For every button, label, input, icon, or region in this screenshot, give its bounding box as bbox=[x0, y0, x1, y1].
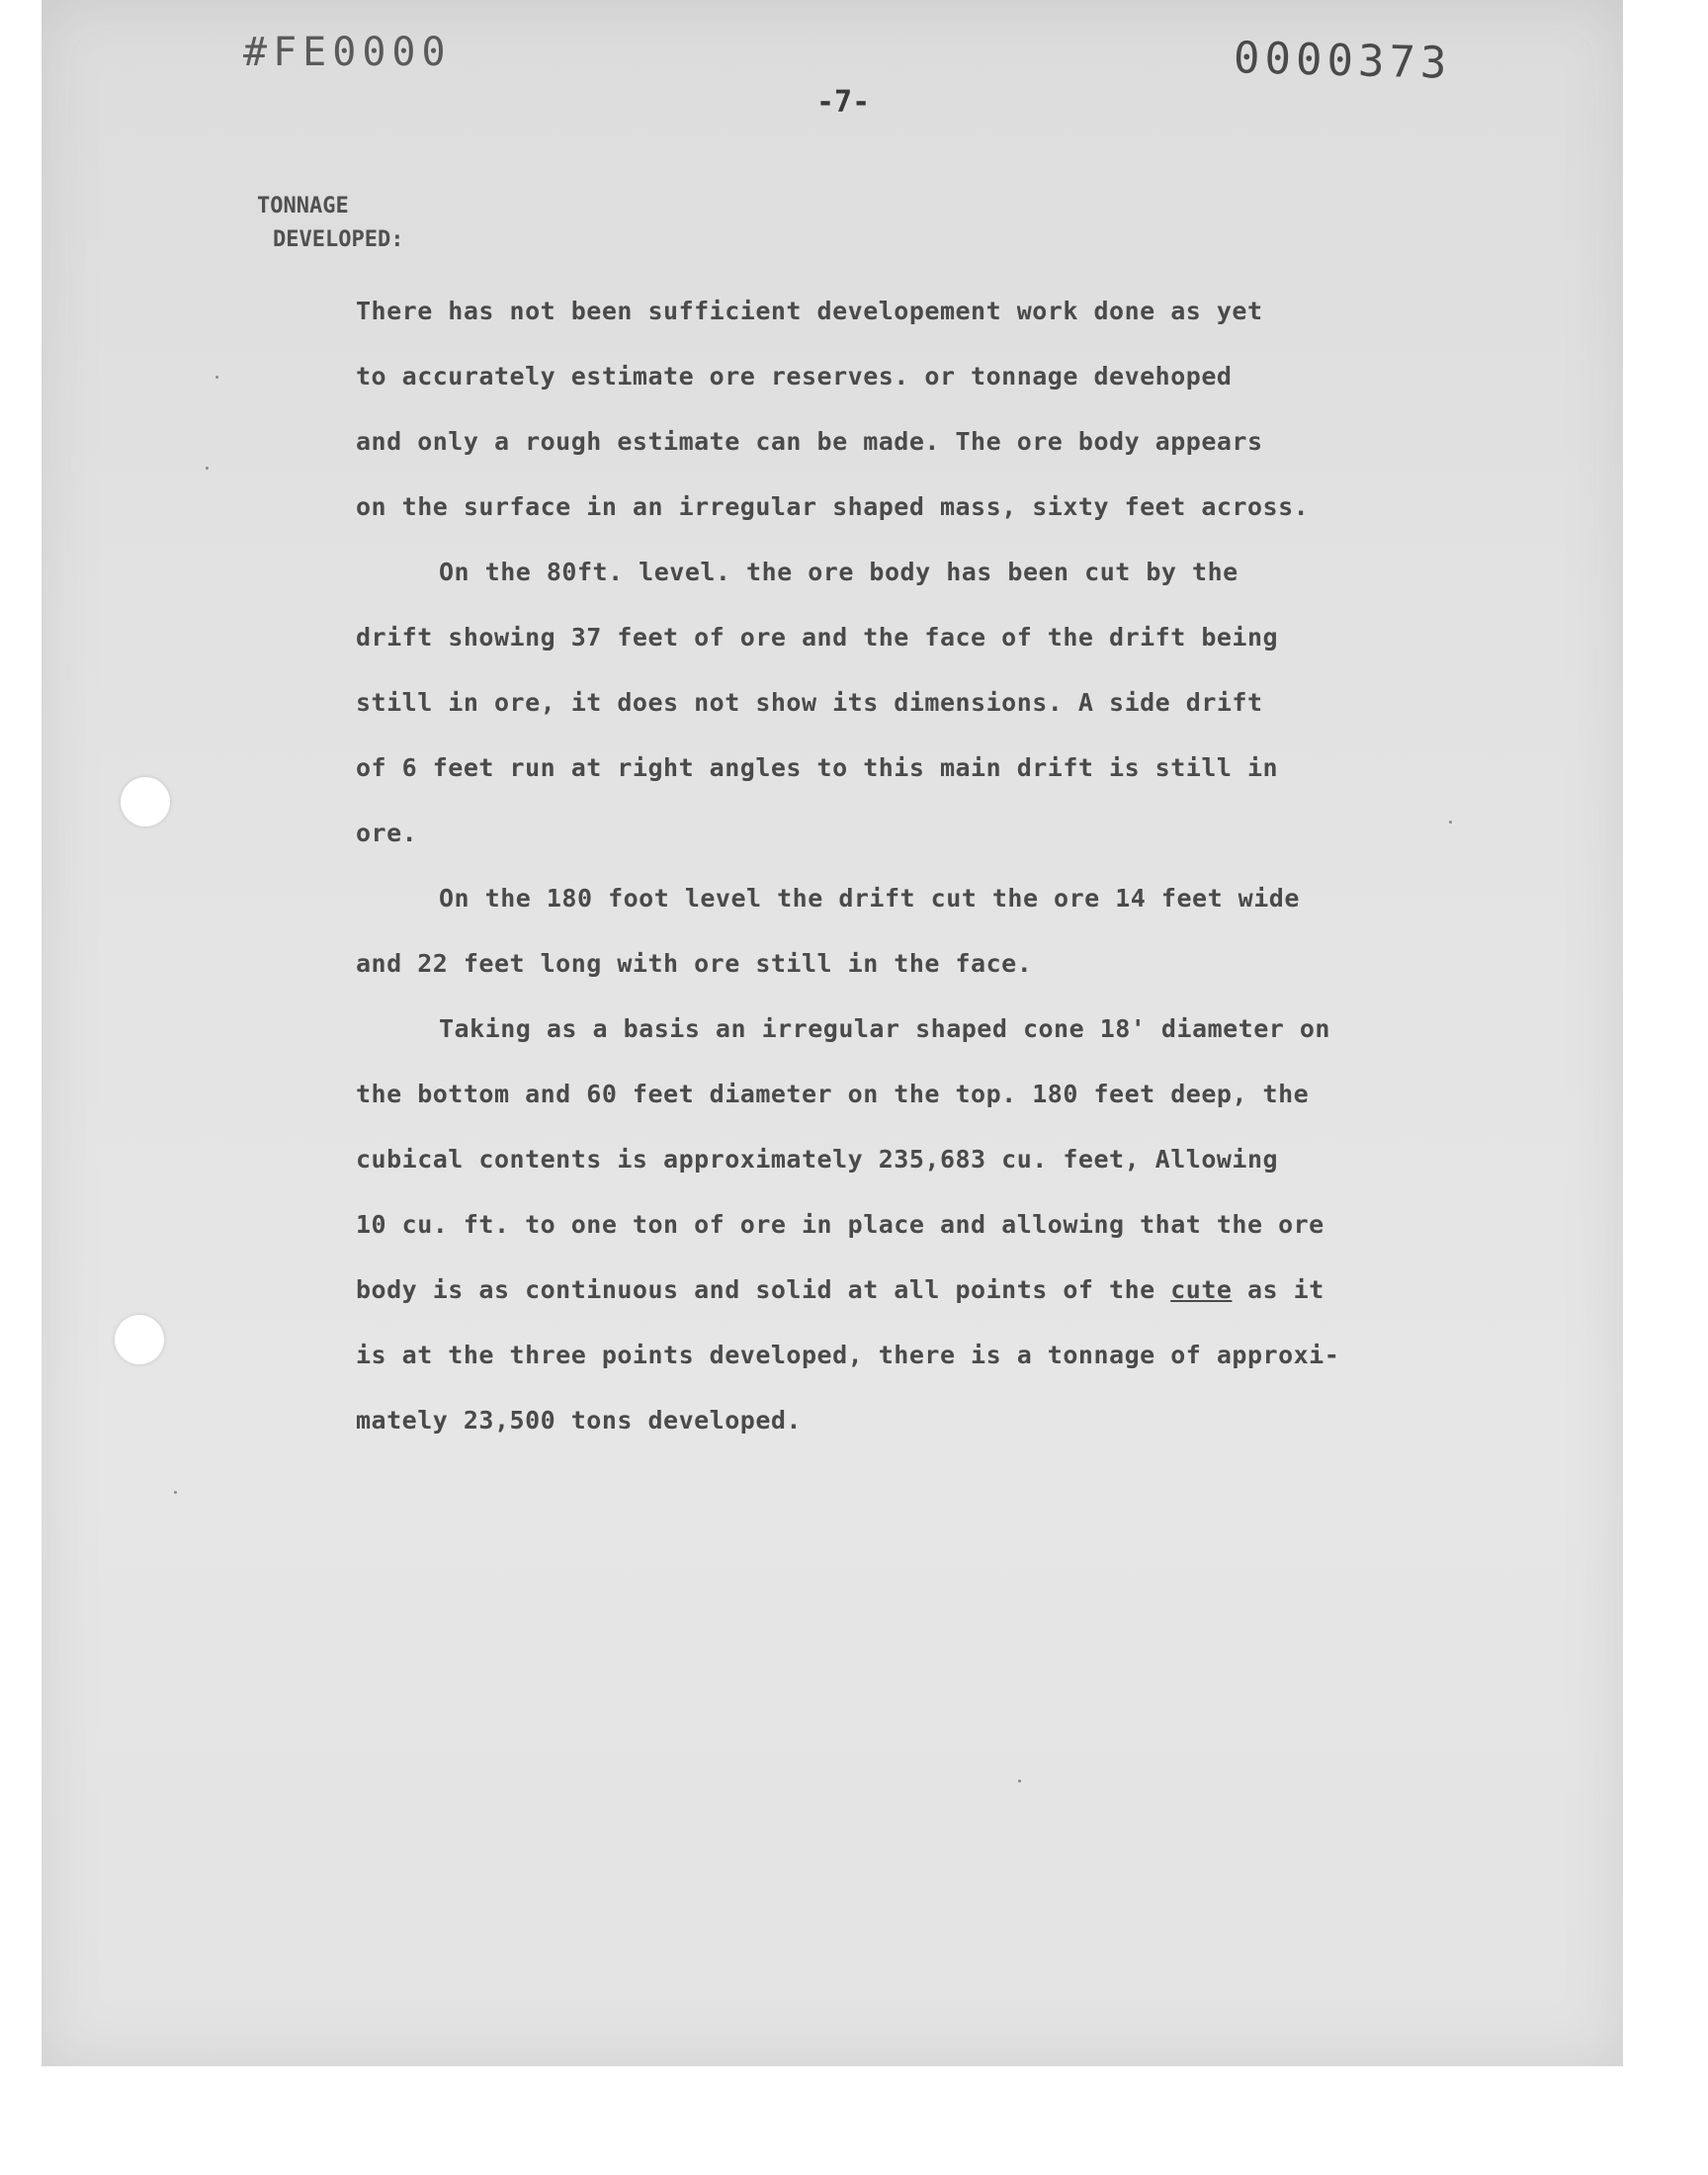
text-line: cubical contents is approximately 235,683 cu. feet, Allowing bbox=[356, 1145, 1279, 1174]
text-line: mately 23,500 tons developed. bbox=[356, 1406, 802, 1435]
paragraph-2 bbox=[356, 540, 1404, 866]
text-line: to accurately estimate ore reserves. or tonnage devehoped bbox=[356, 362, 1233, 391]
body-text bbox=[356, 279, 1404, 1453]
page-number: -7- bbox=[816, 85, 871, 120]
text-line: On the 180 foot level the drift cut the ore 14 feet wide bbox=[439, 884, 1300, 913]
text-line-with-underline bbox=[356, 1258, 1404, 1323]
text-line: There has not been sufficient developement work done as yet bbox=[356, 297, 1263, 325]
document-id-stamp-left: #FE0000 bbox=[243, 30, 452, 75]
text-line: On the 80ft. level. the ore body has been cut by the bbox=[439, 558, 1238, 586]
punch-hole bbox=[115, 1315, 164, 1364]
text-line: of 6 feet run at right angles to this main drift is still in bbox=[356, 753, 1279, 782]
text-line: ore. bbox=[356, 819, 418, 847]
punch-hole bbox=[121, 777, 170, 826]
text-line: and 22 feet long with ore still in the face. bbox=[356, 949, 1033, 978]
text-line: and only a rough estimate can be made. The ore body appears bbox=[356, 427, 1263, 456]
text-line: Taking as a basis an irregular shaped cone 18' diameter on bbox=[439, 1014, 1330, 1043]
text-line: the bottom and 60 feet diameter on the top. 180 feet deep, the bbox=[356, 1080, 1310, 1108]
text-line: still in ore, it does not show its dimensions. A side drift bbox=[356, 688, 1263, 717]
text-line: 10 cu. ft. to one ton of ore in place and allowing that the ore bbox=[356, 1210, 1324, 1239]
paper-speck bbox=[1018, 1780, 1021, 1783]
text-segment: as it bbox=[1232, 1275, 1324, 1304]
text-segment: body is as continuous and solid at all points of the bbox=[356, 1275, 1171, 1304]
section-heading bbox=[257, 190, 403, 257]
paragraph-4 bbox=[356, 997, 1404, 1453]
text-line: on the surface in an irregular shaped mass, sixty feet across. bbox=[356, 492, 1310, 521]
underlined-word: cute bbox=[1170, 1275, 1233, 1304]
paper-speck bbox=[1449, 821, 1452, 824]
section-heading-line-1: TONNAGE bbox=[257, 194, 349, 218]
paper-speck bbox=[215, 376, 218, 379]
section-heading-line-2: DEVELOPED: bbox=[273, 227, 404, 252]
paper-speck bbox=[206, 467, 209, 470]
text-line: drift showing 37 feet of ore and the face of the drift being bbox=[356, 623, 1279, 652]
document-id-stamp-right: 0000373 bbox=[1233, 33, 1453, 89]
paragraph-1 bbox=[356, 279, 1404, 540]
paragraph-3 bbox=[356, 866, 1404, 997]
paper-speck bbox=[174, 1491, 177, 1494]
text-line: is at the three points developed, there is a tonnage of approxi- bbox=[356, 1341, 1340, 1369]
